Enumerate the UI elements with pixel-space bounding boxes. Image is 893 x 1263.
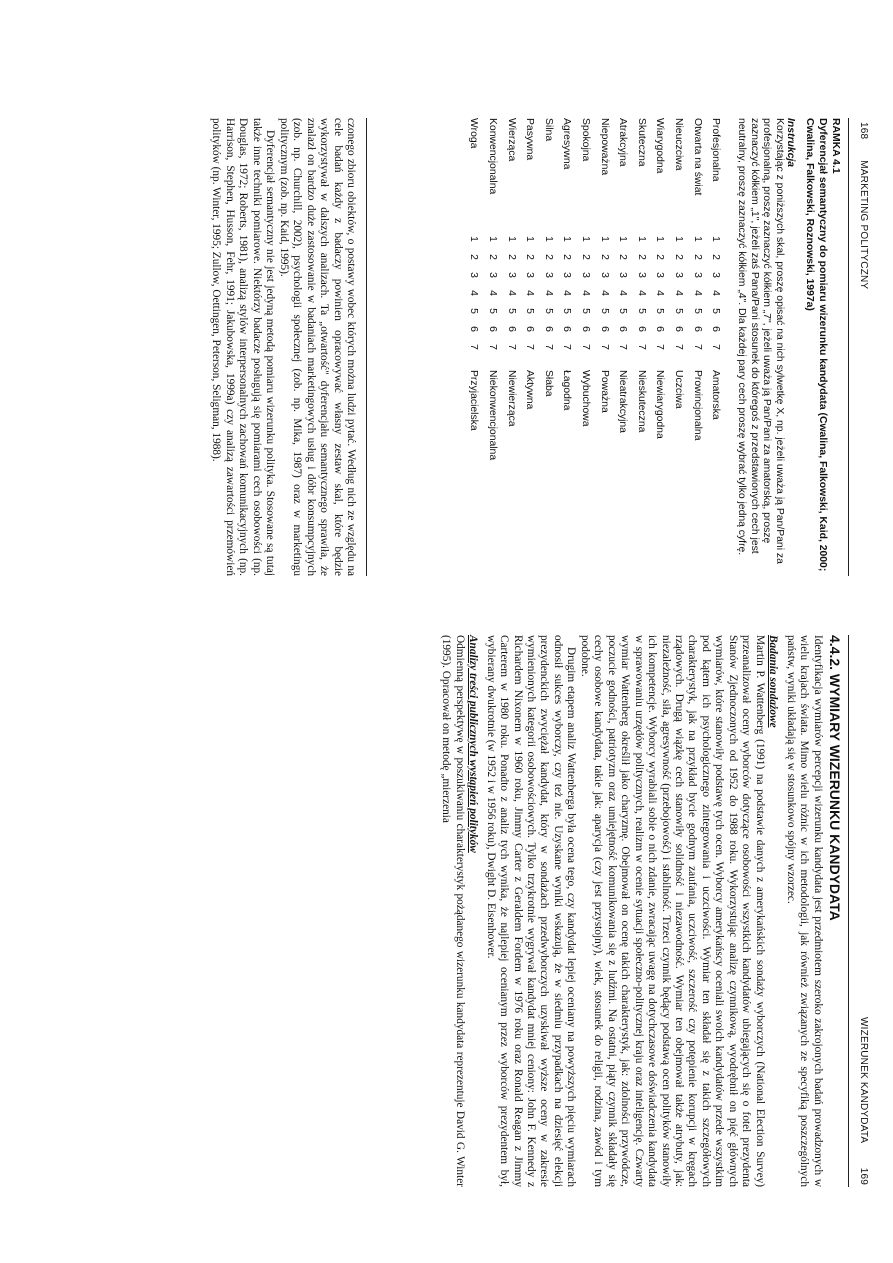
scale-point: 5: [487, 308, 499, 314]
scale-point: 4: [580, 290, 592, 296]
scale-point: 6: [505, 326, 517, 332]
scale-point: 1: [598, 236, 610, 242]
scale-point: 3: [710, 272, 722, 278]
scale-row: [502, 118, 521, 576]
scale-point: 5: [710, 308, 722, 314]
scale-point: 2: [580, 254, 592, 260]
right-page: [0, 633, 893, 1263]
scale-point: 2: [487, 254, 499, 260]
scale-point: 7: [654, 344, 666, 350]
scale-point: 7: [524, 344, 536, 350]
page-number: 169: [858, 1167, 869, 1185]
scale-row: [595, 118, 614, 576]
scale-point: 4: [617, 290, 629, 296]
scale-row: [465, 118, 484, 576]
scale-point: 1: [691, 236, 703, 242]
scale-point: 4: [487, 290, 499, 296]
right-trait: Prowincjonalna: [691, 370, 703, 441]
right-trait: Niewiarygodna: [654, 370, 666, 439]
scale-row: [613, 118, 632, 576]
scale-row: [539, 118, 558, 576]
scale-point: 6: [691, 326, 703, 332]
paragraph: Martin P. Wattenberg (1991) na podstawie danych z amerykańskich sondaży wyborczych (National Election Survey) przeanalizował oceny wyborców dotyczące osobowości wszystkich kandydatów ubiegających się o fotel prezydenta Stanów Zjednoczonych od 1952 do 1988 roku. Wykorzystując analizę czynnikową, wyodrębnił on pięć głównych wymiarów, które stanowiły podstawę tych ocen. Wyborcy amerykańscy oceniali swoich kandydatów przede wszystkim pod kątem ich psychologicznego zintegrowania i uczciwości. Wymiar ten składał się z takich szczegółowych charakterystyk, jak na przykład bycie godnym zaufania, uczciwość, szczerość czy potępienie korupcji w kręgach rządowych. Drugą wiązkę cech stanowiły solidność i niezawodność. Wymiar ten obejmował także atrybuty, jak: niezależność, siła, agresywność (przebojowość) i stabilność. Trzeci czynnik będący podstawą ocen polityków stanowiły ich kompetencje. Wyborcy wyrabiali sobie o nich zdanie, zwracając uwagę na dotychczasowe doświadczenia kandydata w sprawowaniu urzędów politycznych, realizm w ocenie sytuacji społeczno-politycznej kraju oraz inteligencję. Czwarty wymiar Wattenberg określił jako charyzmę. Obejmował on ocenę takich charakterystyk, jak: zdolności przywódcze, poczucie godności, patriotyzm oraz umiejętność komunikowania się z ludźmi. Na ostatni, piąty czynnik składały się cechy osobowe kandydata, takie jak: aparycja (czy jest przystojny), wiek, stosunek do religii, rodzina, zawód i tym podobne.: [578, 635, 766, 1187]
scale-point: 5: [561, 308, 573, 314]
scale-point: 6: [524, 326, 536, 332]
scale-point: 1: [542, 236, 554, 242]
frame-title: Dyferencjał semantyczny do pomiaru wizerunku kandydata (Cwalina, Falkowski, Kaid, 2000; Cwalina, Falkowski, Roznowski, 1997a): [804, 118, 828, 572]
scale-point: 4: [561, 290, 573, 296]
scale-point: 4: [635, 290, 647, 296]
scale-point: 4: [542, 290, 554, 296]
scale-point: 6: [468, 326, 480, 332]
scale-point: 2: [710, 254, 722, 260]
scale-point: 5: [654, 308, 666, 314]
scale-point: 1: [710, 236, 722, 242]
scale-point: 5: [505, 308, 517, 314]
scale-point: 3: [635, 272, 647, 278]
left-page: [0, 0, 893, 630]
scale-point: 5: [580, 308, 592, 314]
scale-point: 1: [673, 236, 685, 242]
scale-point: 2: [617, 254, 629, 260]
left-trait: Wierząca: [505, 118, 517, 162]
scale-point: 5: [617, 308, 629, 314]
scale-point: 7: [542, 344, 554, 350]
scale-point: 1: [505, 236, 517, 242]
scale-point: 3: [561, 272, 573, 278]
scale-point: 1: [487, 236, 499, 242]
scale-point: 3: [487, 272, 499, 278]
right-trait: Nieskuteczna: [635, 370, 647, 433]
scale-point: 6: [710, 326, 722, 332]
scale-point: 4: [505, 290, 517, 296]
right-trait: Nieatrakcyjna: [617, 370, 629, 433]
scale-point: 1: [635, 236, 647, 242]
scale-point: 6: [542, 326, 554, 332]
scale-point: 2: [524, 254, 536, 260]
scale-point: 3: [542, 272, 554, 278]
scale-point: 7: [468, 344, 480, 350]
scale-point: 7: [710, 344, 722, 350]
scale-point: 4: [468, 290, 480, 296]
left-trait: Otwarta na świat: [691, 118, 703, 196]
running-head-text: WIZERUNEK KANDYDATA: [858, 1017, 869, 1143]
scale-point: 3: [524, 272, 536, 278]
left-trait: Skuteczna: [635, 118, 647, 167]
paragraph: czonego zbioru obiektów, o postawy wobec których można ludzi pytać. Według nich ze względu na cele badań każdy z badaczy powinien opracowywać własny zestaw skal, które będzie wykorzystywał w dalszych analizach. Ta „otwartość" dyferencjału semantycznego sprawiła, że znalazł on bardzo duże zastosowanie w badaniach marketingowych usług i dóbr konsumpcyjnych (zob. np. Churchill, 2002), psychologii społecznej (zob. np. Mika, 1987) oraz w marketingu politycznym (zob. np. Kaid, 1995).: [277, 118, 357, 576]
scale-point: 2: [635, 254, 647, 260]
scale-point: 1: [524, 236, 536, 242]
scale-row: [558, 118, 577, 576]
scale-point: 2: [598, 254, 610, 260]
scale-point: 1: [561, 236, 573, 242]
instruction-text: Korzystając z poniższych skal, proszę opisać na nich sylwetkę X, np. jeżeli uważa ją Pan/Pani za profesjonalną, proszę zaznaczyć kółkiem „7", jeżeli uważa ją Pan/Pani za amatorską, proszę zaznaczyć kółkiem „1", jeżeli zaś Pana/Pani stosunek do któregoś z przedstawionych cech jest neutralny, proszę zaznaczyć kółkiem „4". Dla każdej pary cech proszę wybrać tylko jedną cyfrę.: [736, 118, 785, 564]
right-trait: Poważna: [598, 370, 610, 413]
scale-point: 7: [561, 344, 573, 350]
running-head-right: [858, 633, 869, 1185]
scale-point: 4: [598, 290, 610, 296]
scale-point: 5: [524, 308, 536, 314]
left-trait: Silna: [542, 118, 554, 142]
subsection-heading: Analizy treści publicznych wystąpień polityków: [467, 635, 480, 853]
left-trait: Nieuczciwa: [673, 118, 685, 171]
right-trait: Niewierząca: [505, 370, 517, 427]
scale-point: 5: [542, 308, 554, 314]
left-trait: Agresywna: [561, 118, 573, 170]
scale-point: 2: [468, 254, 480, 260]
scale-point: 2: [542, 254, 554, 260]
right-trait: Aktywna: [524, 370, 536, 410]
running-head-text: MARKETING POLITYCZNY: [858, 160, 869, 290]
scale-point: 2: [505, 254, 517, 260]
scale-point: 3: [654, 272, 666, 278]
scale-point: 7: [487, 344, 499, 350]
scale-point: 7: [691, 344, 703, 350]
scale-point: 3: [505, 272, 517, 278]
right-trait: Słaba: [542, 370, 554, 397]
left-trait: Wiarygodna: [654, 118, 666, 174]
left-trait: Wroga: [468, 118, 480, 149]
header-rule: [848, 635, 849, 1187]
scale-point: 6: [654, 326, 666, 332]
scale-point: 1: [654, 236, 666, 242]
scale-row: [520, 118, 539, 576]
section-heading: 4.4.2. WYMIARY WIZERUNKU KANDYDATA: [827, 635, 843, 921]
subsection-heading: Badania sondażowe: [767, 635, 780, 728]
scale-point: 4: [691, 290, 703, 296]
paragraph: Dyferencjał semantyczny nie jest jedyną metodą pomiaru wizerunku polityka. Stosowane są tutaj także inne techniki pomiarowe. Niektórzy badacze posługują się pomiarami cech osobowości (np. Douglas, 1972; Roberts, 1981), analizą stylów interpersonalnych zachowań komunikacyjnych (np. Harrison, Stephen, Husson, Fehr, 1991; Jakubowska, 1999a) czy analizą zawartości przemówień polityków (np. Winter, 1995; Zullow, Oettingen, Peterson, Seligman, 1988).: [210, 118, 277, 576]
scale-row: [483, 118, 502, 576]
left-trait: Pasywna: [524, 118, 536, 161]
scale-point: 3: [468, 272, 480, 278]
running-head-left: [858, 122, 869, 289]
scale-point: 2: [673, 254, 685, 260]
right-trait: Przyjacielska: [468, 370, 480, 431]
scale-point: 6: [487, 326, 499, 332]
right-trait: Amatorska: [710, 370, 722, 420]
paragraph: Drugim etapem analiz Wattenberga była ocena tego, czy kandydat lepiej oceniany na powyższych pięciu wymiarach odnosił sukces wyborczy, czy też nie. Uzyskane wyniki wskazują, że w siedmiu przypadkach na dziesięć elekcji prezydenckich zwyciężał kandydat, który w sondażach przedwyborczych uzyskiwał wyższe oceny w zakresie wymienionych kategorii osobowościowych. Tylko trzykrotnie wygrywał kandydat mniej ceniony: John F. Kennedy z Richardem Nixonem w 1960 roku, Jimmy Carter z Geraldem Fordem w 1976 roku oraz Ronald Reagan z Jimmy Carterem w 1980 roku. Ponadto z analiz tych wynika, że najlepiej ocenianym przez wyborców prezydentem był, wybierany dwukrotnie (w 1952 i w 1956 roku), Dwight D. Eisenhower.: [484, 635, 578, 1187]
left-trait: Konwencjonalna: [487, 118, 499, 195]
scale-point: 5: [691, 308, 703, 314]
left-trait: Atrakcyjna: [617, 118, 629, 167]
scale-point: 5: [468, 308, 480, 314]
scale-point: 4: [673, 290, 685, 296]
scale-point: 1: [580, 236, 592, 242]
semantic-differential-table: [465, 118, 725, 576]
scale-point: 5: [598, 308, 610, 314]
scale-point: 4: [524, 290, 536, 296]
paragraph: Odmienną perspektywę w poszukiwaniu charakterystyk pożądanego wizerunku kandydata reprezentuje David G. Winter (1995). Opracował on metodę „mierzenia: [440, 635, 466, 1187]
scale-point: 2: [691, 254, 703, 260]
scale-row: [688, 118, 707, 576]
scale-point: 2: [561, 254, 573, 260]
scale-row: [669, 118, 688, 576]
scale-point: 4: [710, 290, 722, 296]
scale-point: 6: [580, 326, 592, 332]
right-trait: Wybuchowa: [580, 370, 592, 427]
page-number: 168: [858, 122, 869, 140]
paragraph: Identyfikacja wymiarów percepcji wizerunku kandydata jest przedmiotem szeroko zakrojonych badań prowadzonych w wielu krajach świata. Mimo wielu różnic w ich metodologii, jak również związanych ze specyfiką poszczególnych państw, wyniki układają się w stosunkowo spójny wzorzec.: [784, 635, 824, 1187]
scale-point: 7: [635, 344, 647, 350]
scale-point: 5: [635, 308, 647, 314]
frame-box: [367, 118, 845, 576]
scale-point: 6: [617, 326, 629, 332]
scale-point: 6: [561, 326, 573, 332]
frame-bottom-rule: [366, 118, 367, 576]
header-rule: [848, 118, 849, 576]
scale-point: 7: [617, 344, 629, 350]
scale-point: 5: [673, 308, 685, 314]
left-trait: Spokojna: [580, 118, 592, 162]
scale-point: 3: [598, 272, 610, 278]
scale-point: 7: [598, 344, 610, 350]
scale-point: 3: [673, 272, 685, 278]
frame-label: RAMKA 4.1: [830, 118, 841, 174]
scale-row: [632, 118, 651, 576]
scale-point: 7: [580, 344, 592, 350]
scale-point: 7: [505, 344, 517, 350]
scale-point: 6: [673, 326, 685, 332]
scale-row: [576, 118, 595, 576]
right-trait: Niekonwencjonalna: [487, 370, 499, 461]
scale-point: 1: [468, 236, 480, 242]
scale-point: 6: [635, 326, 647, 332]
scale-row: [706, 118, 725, 576]
scale-row: [651, 118, 670, 576]
right-body-text: [439, 635, 841, 1187]
right-trait: Uczciwa: [673, 370, 685, 409]
scale-point: 3: [580, 272, 592, 278]
right-trait: Łagodna: [561, 370, 573, 411]
left-body-text: [209, 118, 357, 576]
scale-point: 6: [598, 326, 610, 332]
scale-point: 7: [673, 344, 685, 350]
left-trait: Niepoważna: [598, 118, 610, 176]
scale-point: 3: [617, 272, 629, 278]
left-trait: Profesjonalna: [710, 118, 722, 182]
scale-point: 2: [654, 254, 666, 260]
scale-point: 3: [691, 272, 703, 278]
instruction-heading: Instrukcja: [785, 118, 796, 168]
scale-point: 1: [617, 236, 629, 242]
scale-point: 4: [654, 290, 666, 296]
